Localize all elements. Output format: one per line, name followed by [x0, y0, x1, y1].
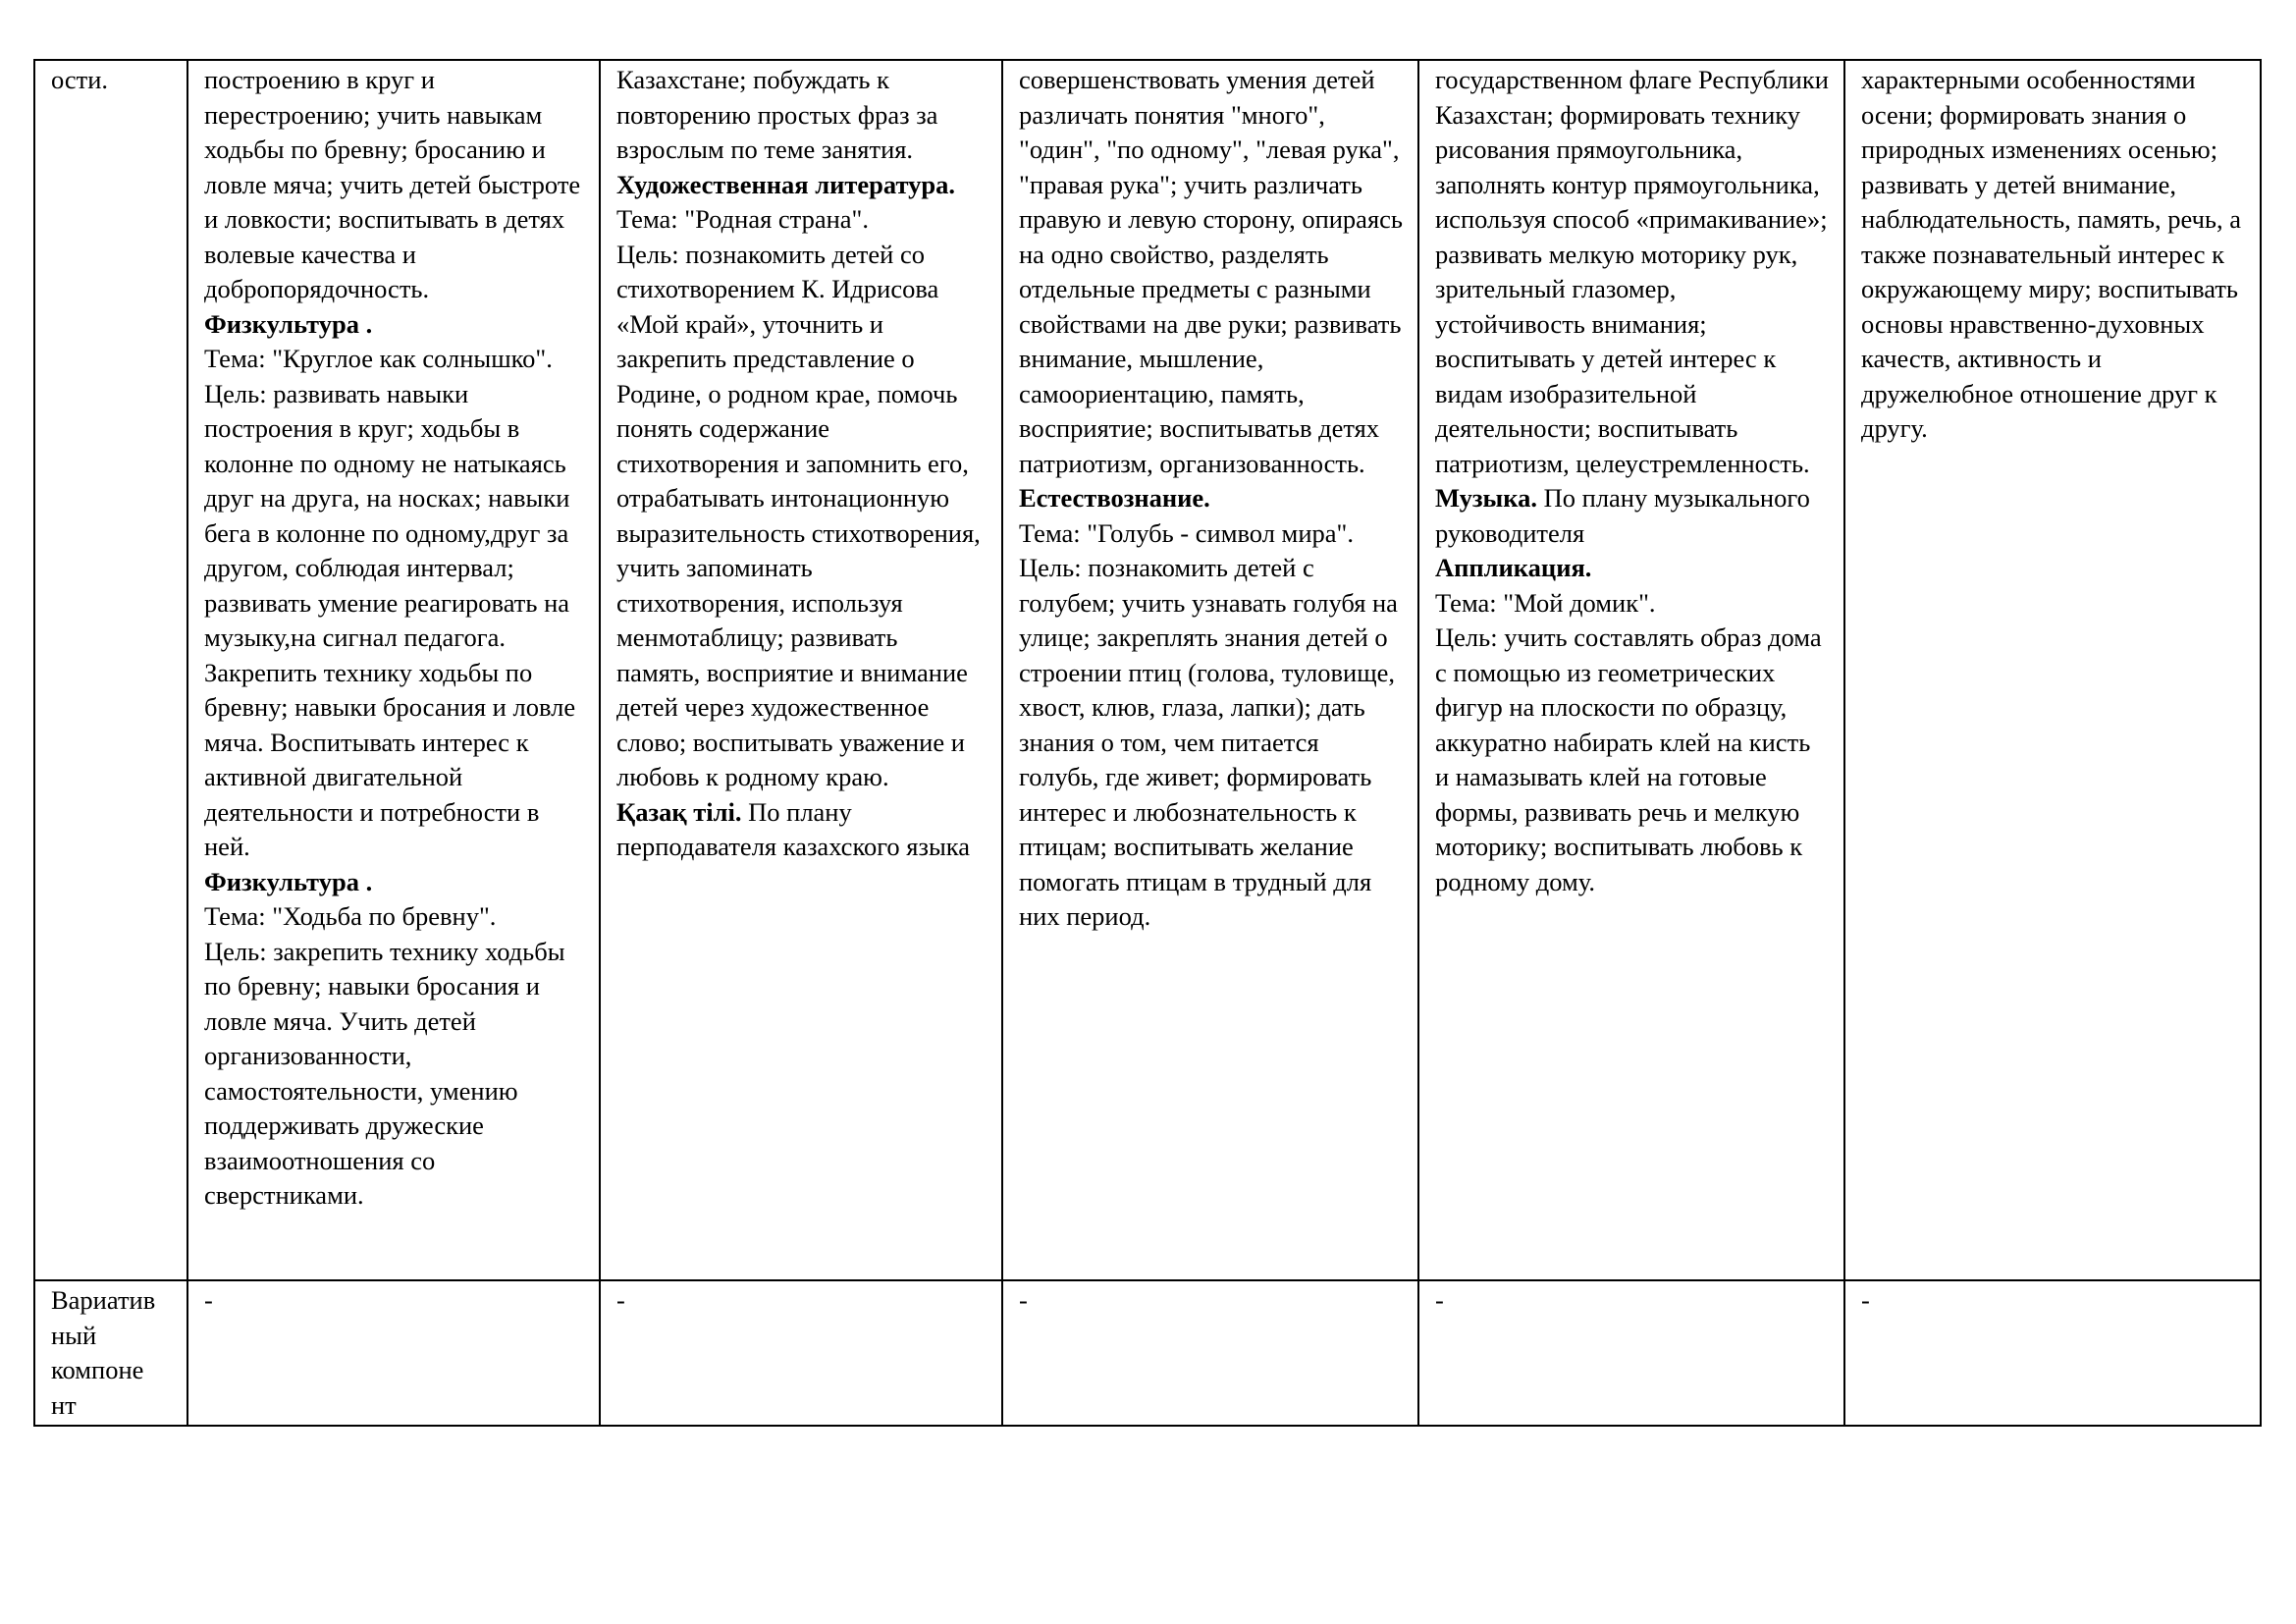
cell-paragraph	[204, 307, 585, 343]
lesson-plan-table	[33, 59, 2262, 1427]
subject-heading: Аппликация.	[1435, 553, 1592, 582]
cell-paragraph	[204, 935, 585, 1214]
cell-paragraph	[616, 238, 988, 795]
row-label: ости.	[51, 65, 109, 94]
cell-paragraph	[1019, 516, 1404, 552]
paragraph-text: совершенствовать умения детей различать понятия "много", "один", "по одному", "левая рука", "правая рука"; учить различать правую и левую сторону, опираясь на одно свойство, разделять отдельные предметы с разными свойствами на две руки; развивать внимание, мышление, самоориентацию, память, восприятие; воспитыватьв детях патриотизм, организованность.	[1019, 65, 1403, 478]
cell-paragraph	[204, 342, 585, 865]
cell-paragraph	[616, 795, 988, 865]
paragraph-text: Тема: "Мой домик".	[1435, 587, 1656, 618]
paragraph-text: Цель: познакомить детей со стихотворением К. Идрисова «Мой край», уточнить и закрепить представление о Родине, о родном крае, помочь понять содержание стихотворения и запомнить его, отрабатывать интонационную выразительность стихотворения, учить запоминать стихотворения, используя менмотаблицу; развивать память, восприятие и внимание детей через художественное слово; воспитывать уважение и любовь к родному краю.	[616, 239, 981, 791]
subject-heading: Қазақ тілі.	[616, 796, 742, 827]
cell-paragraph	[1435, 621, 1830, 899]
cell-paragraph	[1435, 481, 1830, 551]
paragraph-text: Цель: учить составлять образ дома с помощью из геометрических фигур на плоскости по образцу, аккуратно набирать клей на кисть и намазывать клей на готовые формы, развивать речь и мелкую моторику; воспитывать любовь к родному дому.	[1435, 623, 1822, 896]
cell-text: -	[1861, 1285, 1870, 1315]
paragraph-text: Тема: "Родная страна".	[616, 204, 869, 234]
row-label-cell	[34, 1280, 187, 1426]
cell-paragraph	[204, 899, 585, 935]
cell-text: -	[616, 1285, 625, 1315]
table-cell	[1418, 60, 1844, 1280]
paragraph-text: Цель: познакомить детей с голубем; учить узнавать голубя на улице; закреплять знания детей о строении птиц (голова, туловище, хвост, клюв, глаза, лапки); дать знания о том, чем питается голубь, где живет; формировать интерес и любознательность к птицам; воспитывать желание помогать птицам в трудный для них период.	[1019, 553, 1398, 931]
table-cell	[1844, 60, 2261, 1280]
cell-paragraph	[616, 168, 988, 238]
table-cell	[600, 60, 1002, 1280]
cell-paragraph	[1019, 63, 1404, 481]
cell-paragraph	[1019, 481, 1404, 516]
cell-paragraph	[204, 865, 585, 900]
cell-paragraph	[1435, 63, 1830, 481]
table-cell	[1002, 60, 1418, 1280]
subject-heading: Естествознание.	[1019, 483, 1210, 513]
table-cell	[187, 60, 600, 1280]
cell-text: -	[1435, 1285, 1444, 1315]
table-row	[34, 60, 2261, 1280]
paragraph-text: По плану музыкального руководителя	[1435, 483, 1810, 548]
paragraph-text: характерными особенностями осени; формировать знания о природных изменениях осенью; развивать у детей внимание, наблюдательность, память, речь, а также познавательный интерес к окружающему миру; воспитывать основы нравственно-духовных качеств, активность и дружелюбное отношение друг к другу.	[1861, 65, 2242, 443]
subject-heading: Музыка.	[1435, 483, 1537, 513]
table-cell	[1844, 1280, 2261, 1426]
cell-paragraph	[1435, 551, 1830, 586]
subject-heading: Физкультура .	[204, 308, 373, 339]
paragraph-text: Тема: "Голубь - символ мира".	[1019, 517, 1354, 548]
table-cell	[187, 1280, 600, 1426]
paragraph-text: Тема: "Круглое как солнышко". Цель: развивать навыки построения в круг; ходьбы в колонне по одному не натыкаясь друг на друга, на носках; навыки бега в колонне по одному,друг за другом, соблюдая интервал; развивать умение реагировать на музыку,на сигнал педагога. Закрепить технику ходьбы по бревну; навыки бросания и ловле мяча. Воспитывать интерес к активной двигательной деятельности и потребности в ней.	[204, 344, 576, 861]
subject-heading: Физкультура .	[204, 866, 373, 896]
subject-heading: Художественная литература.	[616, 169, 956, 199]
paragraph-text: Цель: закрепить технику ходьбы по бревну; навыки бросания и ловле мяча. Учить детей организованности, самостоятельности, умению поддерживать дружеские взаимоотношения со сверстниками.	[204, 936, 565, 1210]
paragraph-text: Тема: "Ходьба по бревну".	[204, 901, 497, 931]
table-cell	[600, 1280, 1002, 1426]
row-label: Вариатив ный компоне нт	[51, 1285, 156, 1420]
cell-text: -	[204, 1285, 213, 1315]
table-cell	[1418, 1280, 1844, 1426]
paragraph-text: По плану перподавателя казахского языка	[616, 796, 971, 861]
row-label-cell	[34, 60, 187, 1280]
cell-paragraph	[1861, 63, 2246, 447]
table-row	[34, 1280, 2261, 1426]
cell-paragraph	[616, 63, 988, 168]
cell-text: -	[1019, 1285, 1028, 1315]
cell-paragraph	[204, 63, 585, 307]
cell-paragraph	[1435, 586, 1830, 622]
paragraph-text: построению в круг и перестроению; учить навыкам ходьбы по бревну; бросанию и ловле мяча; учить детей быстроте и ловкости; воспитывать в детях волевые качества и добропорядочность.	[204, 65, 581, 303]
paragraph-text: государственном флаге Республики Казахстан; формировать технику рисования прямоугольника, заполнять контур прямоугольника, используя способ «примакивание»; развивать мелкую моторику рук, зрительный глазомер, устойчивость внимания; воспитывать у детей интерес к видам изобразительной деятельности; воспитывать патриотизм, целеустремленность.	[1435, 65, 1829, 478]
paragraph-text: Казахстане; побуждать к повторению простых фраз за взрослым по теме занятия.	[616, 65, 938, 164]
cell-paragraph	[1019, 551, 1404, 935]
table-cell	[1002, 1280, 1418, 1426]
